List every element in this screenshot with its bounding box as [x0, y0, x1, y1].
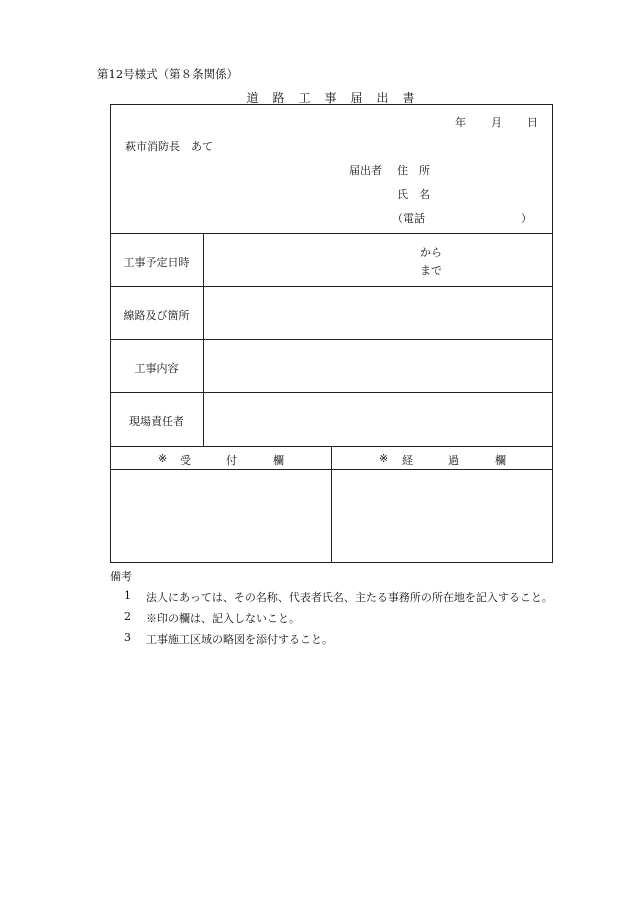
progress-char-3: 欄: [495, 454, 506, 467]
reception-char-2: 付: [226, 454, 237, 467]
note-text: 法人にあっては、その名称、代表者氏名、主たる事務所の所在地を記入すること。: [146, 591, 553, 604]
progress-char-2: 過: [448, 454, 459, 467]
phone-open: （電話: [392, 212, 425, 225]
applicant-label: 届出者: [349, 164, 382, 177]
date-month: 月: [491, 116, 502, 129]
schedule-input[interactable]: [204, 234, 552, 286]
work-content-input[interactable]: [204, 340, 552, 392]
note-number: 3: [124, 631, 131, 644]
schedule-from: から: [420, 246, 442, 259]
row-label-route-location: 線路及び箇所: [123, 309, 190, 322]
date-year: 年: [455, 116, 466, 129]
row-label-construction-schedule: 工事予定日時: [123, 256, 190, 269]
document-title: 道 路 工 事 届 出 書: [246, 91, 416, 105]
phone-close: ）: [521, 212, 532, 225]
progress-char-1: 経: [402, 454, 413, 467]
notes-heading: 備考: [110, 570, 132, 583]
form-reference: 第12号様式（第８条関係）: [97, 67, 239, 81]
row-label-work-content: 工事内容: [134, 362, 179, 375]
progress-area: [332, 470, 552, 562]
date-day: 日: [527, 116, 538, 129]
address-label: 住 所: [397, 164, 430, 177]
addressee: 萩市消防長 あて: [125, 140, 213, 153]
reception-area: [111, 470, 330, 562]
note-number: 2: [124, 610, 131, 623]
schedule-to: まで: [420, 264, 442, 277]
note-text: ※印の欄は、記入しないこと。: [146, 612, 300, 625]
note-number: 1: [124, 589, 131, 602]
row-label-site-manager: 現場責任者: [129, 415, 184, 428]
reception-char-1: 受: [180, 454, 191, 467]
route-location-input[interactable]: [204, 287, 552, 339]
reception-mark: ※: [158, 452, 168, 465]
progress-mark: ※: [379, 452, 389, 465]
note-text: 工事施工区域の略図を添付すること。: [146, 633, 333, 646]
name-label: 氏 名: [397, 188, 430, 201]
site-manager-input[interactable]: [204, 393, 552, 446]
reception-char-3: 欄: [273, 454, 284, 467]
